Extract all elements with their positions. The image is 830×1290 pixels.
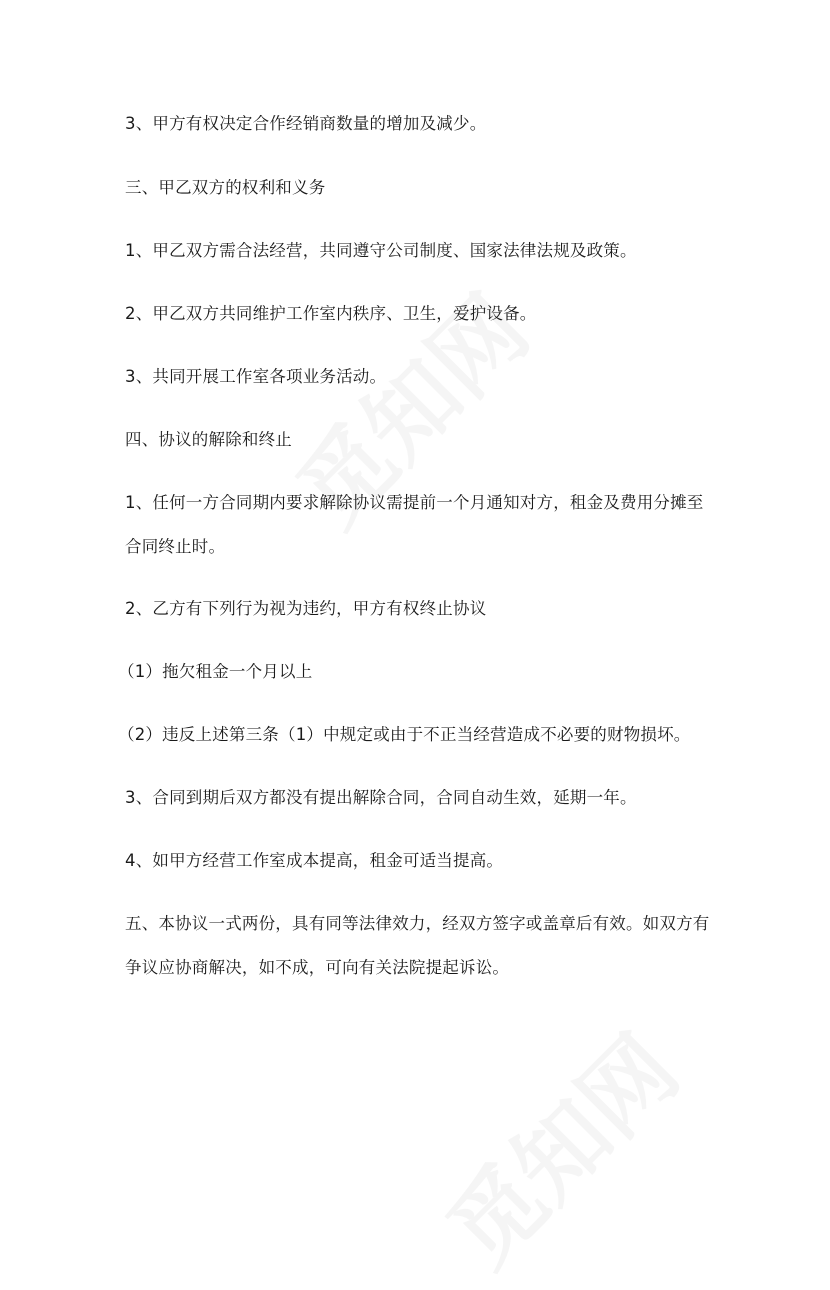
section-heading: 三、甲乙双方的权利和义务 — [125, 178, 326, 197]
list-item: （1）拖欠租金一个月以上 — [118, 662, 313, 681]
paragraph: 3、共同开展工作室各项业务活动。 — [125, 367, 387, 386]
paragraph: 2、甲乙双方共同维护工作室内秩序、卫生，爱护设备。 — [125, 304, 537, 323]
section-heading: 四、协议的解除和终止 — [125, 430, 292, 449]
watermark — [414, 1002, 703, 1290]
paragraph: 3、甲方有权决定合作经销商数量的增加及减少。 — [125, 114, 487, 133]
list-item: （2）违反上述第三条（1）中规定或由于不正当经营造成不必要的财物损坏。 — [118, 725, 691, 744]
paragraph: 3、合同到期后双方都没有提出解除合同，合同自动生效，延期一年。 — [125, 788, 637, 807]
paragraph: 4、如甲方经营工作室成本提高，租金可适当提高。 — [125, 851, 504, 870]
section-heading: 五、本协议一式两份，具有同等法律效力，经双方签字或盖章后有效。如双方有争议应协商解决，如不成，可向有关法院提起诉讼。 — [125, 914, 710, 977]
paragraph: 1、任何一方合同期内要求解除协议需提前一个月通知对方，租金及费用分摊至合同终止时。 — [125, 493, 704, 556]
paragraph: 1、甲乙双方需合法经营，共同遵守公司制度、国家法律法规及政策。 — [125, 241, 637, 260]
paragraph: 2、乙方有下列行为视为违约，甲方有权终止协议 — [125, 599, 487, 618]
